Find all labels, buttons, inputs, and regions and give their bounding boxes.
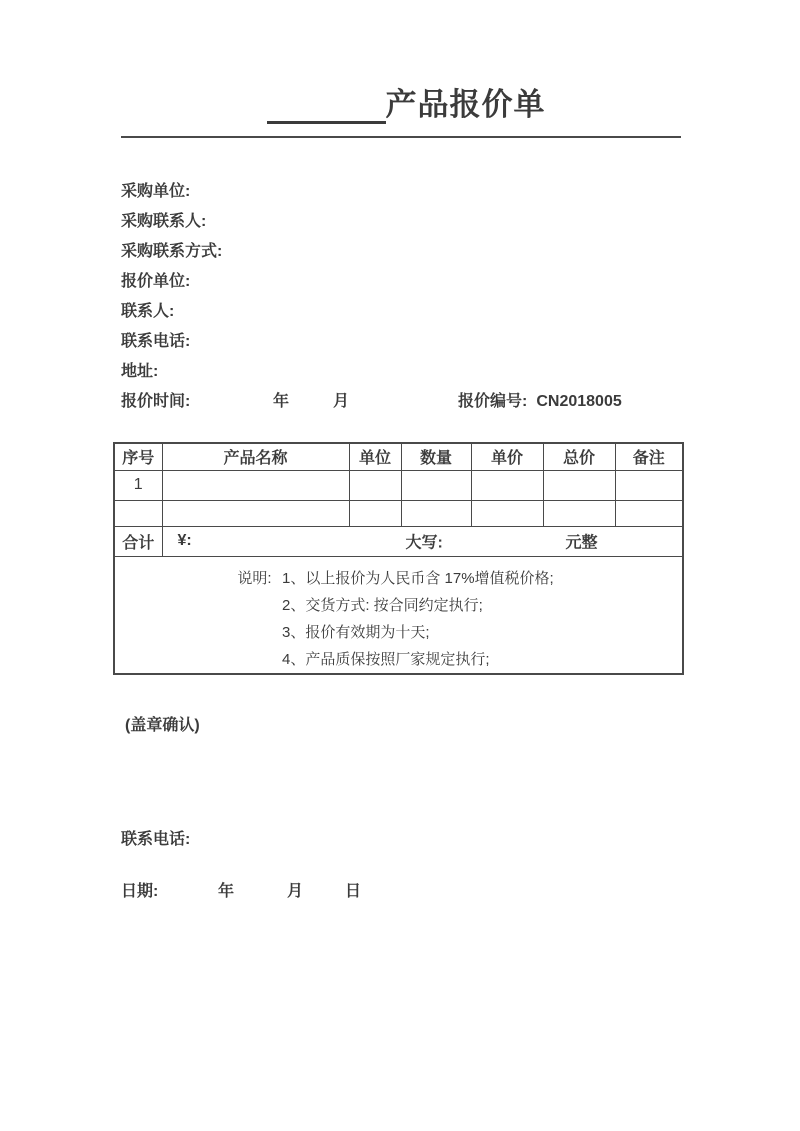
- field-purchase-contact-method: 采购联系方式:: [121, 243, 223, 260]
- col-header-index: 序号: [114, 443, 162, 470]
- cell-index: [114, 500, 162, 526]
- total-caps-label: 大写:: [405, 534, 443, 552]
- col-header-product-name: 产品名称: [162, 443, 349, 470]
- table-row: [114, 500, 683, 526]
- total-yen-label: ¥:: [177, 532, 192, 549]
- title-blank-underline: [267, 89, 386, 124]
- title-divider-rule: [121, 136, 681, 138]
- note-line-1: [227, 565, 682, 592]
- quote-time-line: [121, 387, 741, 417]
- note-item-text: 1、以上报价为人民币含 17%增值税价格;: [282, 569, 554, 587]
- col-header-total-price: 总价: [543, 443, 615, 470]
- note-line-3: [227, 619, 682, 646]
- cell-index: 1: [114, 470, 162, 500]
- header-info-block: [121, 177, 741, 417]
- notes-label-spacer: [227, 592, 282, 619]
- document-title-row: [6, 86, 800, 124]
- quote-number: [458, 387, 622, 417]
- notes-cell: [114, 556, 683, 674]
- notes-label: 说明:: [237, 569, 272, 587]
- total-value-cell: [162, 526, 683, 556]
- cell-product-name: [162, 470, 349, 500]
- col-header-unit-price: 单价: [471, 443, 543, 470]
- note-item-text: 2、交货方式: 按合同约定执行;: [282, 596, 483, 614]
- field-contact-phone: 联系电话:: [121, 333, 191, 350]
- footer-phone-label: 联系电话:: [121, 831, 191, 848]
- total-label-cell: 合计: [114, 526, 162, 556]
- note-line-2: [227, 592, 682, 619]
- stamp-confirmation-label: (盖章确认): [125, 717, 200, 734]
- cell-total-price: [543, 470, 615, 500]
- notes-block: [115, 557, 682, 673]
- date-month: 月: [287, 883, 304, 900]
- cell-unit-price: [471, 470, 543, 500]
- date-year: 年: [218, 883, 235, 900]
- field-purchase-unit: 采购单位:: [121, 183, 191, 200]
- total-caps-suffix: 元整: [565, 534, 598, 552]
- note-item-text: 4、产品质保按照厂家规定执行;: [282, 650, 490, 668]
- col-header-remarks: 备注: [615, 443, 683, 470]
- cell-unit: [349, 470, 401, 500]
- table-notes-row: [114, 556, 683, 674]
- field-quote-unit: 报价单位:: [121, 273, 191, 290]
- quote-time-month: 月: [333, 393, 350, 410]
- cell-unit-price: [471, 500, 543, 526]
- quotation-table: [113, 442, 684, 675]
- note-line-4: [227, 646, 682, 673]
- field-purchase-contact: 采购联系人:: [121, 213, 207, 230]
- footer-date-line: [121, 880, 521, 904]
- col-header-quantity: 数量: [401, 443, 471, 470]
- date-label: 日期:: [121, 883, 159, 900]
- cell-remarks: [615, 500, 683, 526]
- cell-unit: [349, 500, 401, 526]
- table-header-row: [114, 443, 683, 470]
- table-total-row: [114, 526, 683, 556]
- cell-total-price: [543, 500, 615, 526]
- cell-remarks: [615, 470, 683, 500]
- cell-quantity: [401, 500, 471, 526]
- col-header-unit: 单位: [349, 443, 401, 470]
- table-row: [114, 470, 683, 500]
- quote-number-label: 报价编号:: [458, 393, 528, 410]
- cell-quantity: [401, 470, 471, 500]
- notes-label-spacer: [227, 619, 282, 646]
- field-address: 地址:: [121, 363, 159, 380]
- page-title: 产品报价单: [385, 87, 546, 122]
- note-item-text: 3、报价有效期为十天;: [282, 623, 430, 641]
- field-contact-person: 联系人:: [121, 303, 175, 320]
- date-day: 日: [345, 883, 362, 900]
- cell-product-name: [162, 500, 349, 526]
- notes-label-spacer: [227, 646, 282, 673]
- quote-time-label: 报价时间:: [121, 393, 191, 410]
- quote-time-year: 年: [273, 393, 290, 410]
- quote-number-value: CN2018005: [536, 393, 622, 410]
